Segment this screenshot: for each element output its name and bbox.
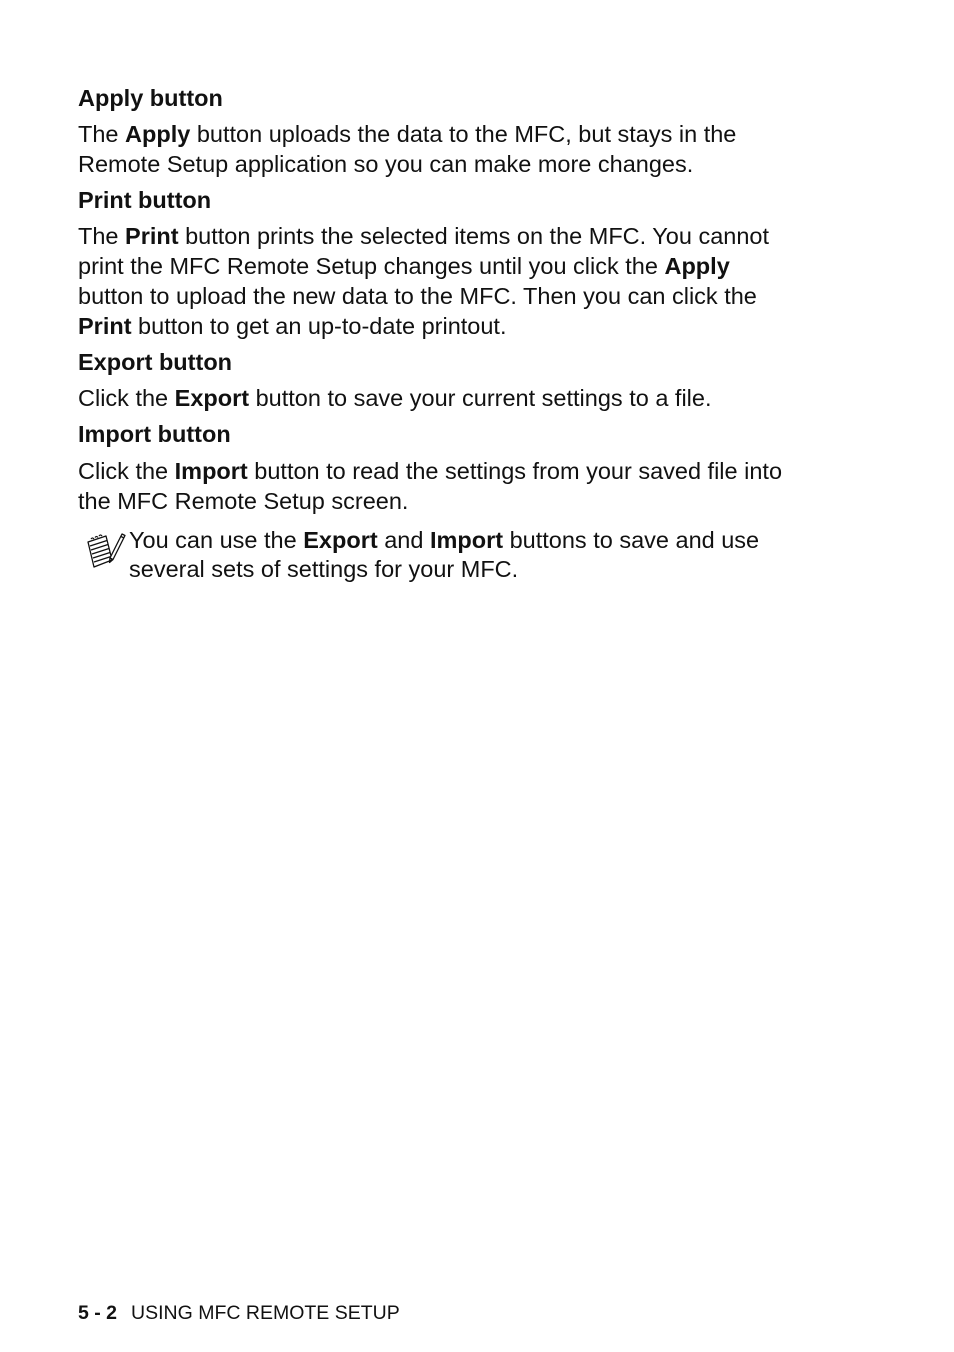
text: button uploads the data to the MFC, but stays in the: [190, 121, 737, 147]
text-line: [78, 251, 878, 281]
text-line: button to upload the new data to the MFC. Then you can click the: [78, 283, 757, 309]
chapter-title: USING MFC REMOTE SETUP: [131, 1302, 400, 1324]
export-button-heading: Export button: [78, 349, 233, 375]
text: print the MFC Remote Setup changes until you click the: [78, 253, 665, 279]
print-button-description: [78, 221, 878, 341]
text: Click the: [78, 385, 175, 411]
apply-button-description: [78, 119, 878, 179]
note-pad-pencil-icon: [84, 530, 126, 574]
note-text: [129, 526, 889, 584]
import-button-heading: Import button: [78, 421, 231, 447]
bold-term: Export: [303, 527, 378, 553]
bold-term: Apply: [664, 253, 730, 279]
text-line: [78, 456, 878, 486]
text-line: [78, 221, 878, 251]
text-line: [78, 119, 878, 149]
bold-term: Import: [429, 527, 504, 553]
text: The: [78, 223, 126, 249]
bold-term: Apply: [125, 121, 191, 147]
page-footer: [78, 1300, 400, 1326]
export-button-description: [78, 383, 878, 413]
text: The: [78, 121, 126, 147]
text: button to get an up-to-date printout.: [131, 313, 507, 339]
text-line: [78, 311, 878, 341]
text: button prints the selected items on the MFC. You cannot: [178, 223, 770, 249]
text: buttons to save and use: [503, 527, 760, 553]
bold-term: Export: [174, 385, 250, 411]
bold-term: Print: [125, 223, 179, 249]
page-number: 5 - 2: [78, 1302, 118, 1324]
text-line: the MFC Remote Setup screen.: [78, 488, 409, 514]
text: button to save your current settings to a file.: [249, 385, 712, 411]
text: Click the: [78, 458, 175, 484]
bold-term: Import: [174, 458, 248, 484]
apply-button-heading: Apply button: [78, 85, 223, 111]
text: and: [377, 527, 430, 553]
print-button-heading: Print button: [78, 187, 212, 213]
text: You can use the: [129, 527, 304, 553]
text-line: Remote Setup application so you can make more changes.: [78, 151, 694, 177]
text-line: [129, 526, 889, 555]
text-line: [78, 383, 878, 413]
text-line: several sets of settings for your MFC.: [129, 556, 519, 582]
text: button to read the settings from your saved file into: [247, 458, 783, 484]
bold-term: Print: [78, 313, 132, 339]
import-button-description: [78, 456, 878, 516]
